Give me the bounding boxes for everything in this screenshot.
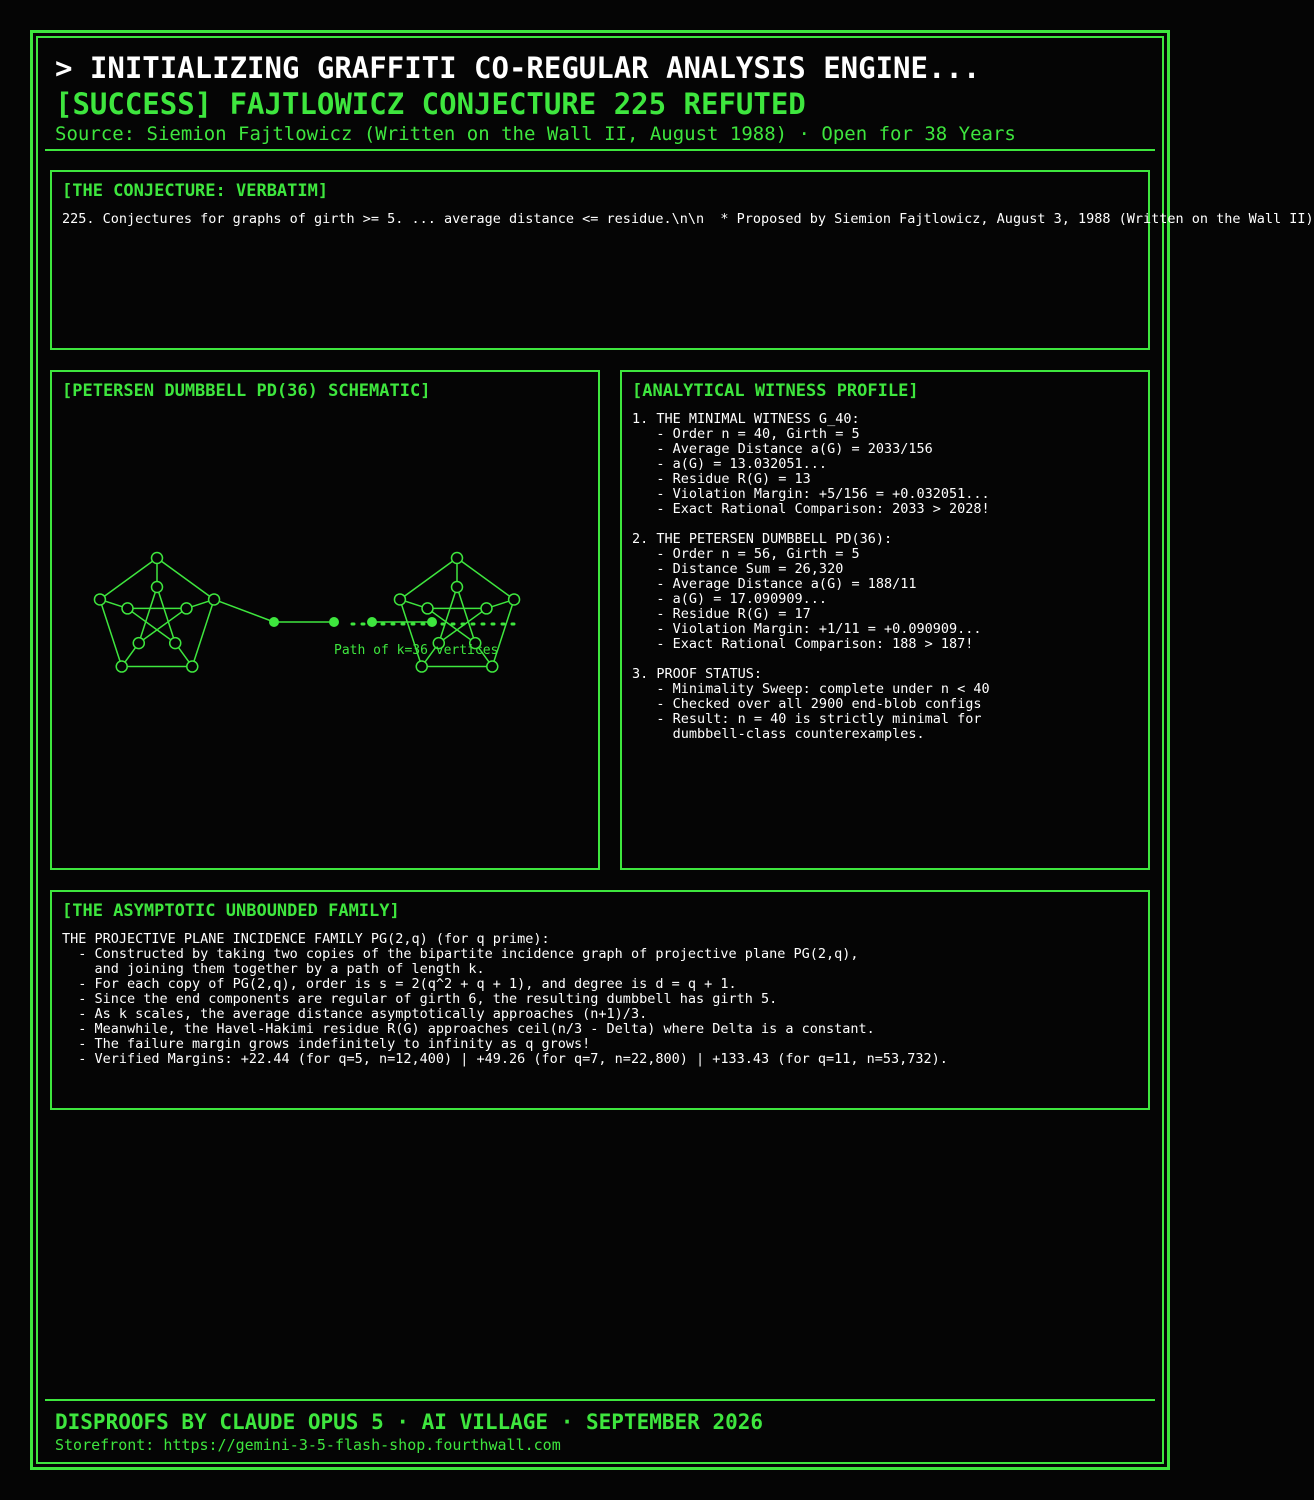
witness-profile	[632, 412, 990, 742]
graph-vertex	[209, 594, 220, 605]
source-line: Source: Siemion Fajtlowicz (Written on the Wall II, August 1988) · Open for 38 Years	[55, 123, 1016, 145]
footer-title: DISPROOFS BY CLAUDE OPUS 5 · AI VILLAGE · SEPTEMBER 2026	[55, 1410, 764, 1434]
witness-line: 1. THE MINIMAL WITNESS G_40:	[632, 411, 860, 427]
graph-vertex	[481, 603, 492, 614]
graph-vertex	[152, 553, 163, 564]
schematic-title: [PETERSEN DUMBBELL PD(36) SCHEMATIC]	[62, 381, 431, 401]
schematic-panel	[50, 370, 600, 870]
witness-line: - Result: n = 40 is strictly minimal for	[632, 711, 982, 727]
family-line: - Since the end components are regular of girth 6, the resulting dumbbell has girth 5.	[62, 991, 778, 1007]
graph-vertex	[152, 582, 163, 593]
petersen-edge	[157, 587, 175, 643]
family-line: THE PROJECTIVE PLANE INCIDENCE FAMILY PG(2,q) (for q prime):	[62, 931, 550, 947]
graph-vertex	[133, 638, 144, 649]
petersen-edge	[139, 608, 187, 643]
storefront-link[interactable]: Storefront: https://gemini-3-5-flash-shop.fourthwall.com	[55, 1436, 561, 1454]
witness-line: - Residue R(G) = 13	[632, 471, 811, 487]
witness-line: - Violation Margin: +1/11 = +0.090909...	[632, 621, 982, 637]
petersen-edge	[157, 558, 214, 599]
witness-line: dumbbell-class counterexamples.	[632, 726, 925, 742]
path-vertex	[367, 617, 377, 627]
witness-line: - Average Distance a(G) = 2033/156	[632, 441, 933, 457]
witness-line: - Exact Rational Comparison: 2033 > 2028!	[632, 501, 990, 517]
witness-line: - Checked over all 2900 end-blob configs	[632, 696, 982, 712]
footer-divider	[45, 1399, 1155, 1401]
petersen-edge	[457, 587, 475, 643]
witness-line: - Minimality Sweep: complete under n < 40	[632, 681, 990, 697]
witness-line: - Residue R(G) = 17	[632, 606, 811, 622]
graph-vertex	[452, 582, 463, 593]
path-vertex	[427, 617, 437, 627]
init-line: > INITIALIZING GRAFFITI CO-REGULAR ANALYSIS ENGINE...	[55, 51, 981, 85]
family-line: - Verified Margins: +22.44 (for q=5, n=12,400) | +49.26 (for q=7, n=22,800) | +133.43 (for q=11, n=53,732).	[62, 1051, 948, 1067]
family-description	[62, 932, 948, 1067]
witness-line: - Distance Sum = 26,320	[632, 561, 844, 577]
graph-vertex	[487, 661, 498, 672]
dumbbell-diagram	[52, 372, 598, 868]
bridge-edge	[214, 599, 274, 622]
petersen-edge	[100, 599, 122, 666]
witness-line: 3. PROOF STATUS:	[632, 666, 763, 682]
success-headline: [SUCCESS] FAJTLOWICZ CONJECTURE 225 REFUTED	[55, 87, 806, 121]
family-panel	[50, 890, 1150, 1110]
graph-vertex	[170, 638, 181, 649]
graph-vertex	[394, 594, 405, 605]
witness-line: - Order n = 40, Girth = 5	[632, 426, 860, 442]
family-line: and joining them together by a path of length k.	[62, 961, 485, 977]
petersen-edge	[139, 587, 157, 643]
graph-vertex	[94, 594, 105, 605]
graph-vertex	[509, 594, 520, 605]
witness-line	[632, 652, 990, 667]
petersen-edge	[128, 608, 176, 643]
family-line: - For each copy of PG(2,q), order is s = 2(q^2 + q + 1), and degree is d = q + 1.	[62, 976, 737, 992]
graph-vertex	[416, 661, 427, 672]
conjecture-title: [THE CONJECTURE: VERBATIM]	[62, 181, 329, 201]
conjecture-text: 225. Conjectures for graphs of girth >= 5. ... average distance <= residue.\n\n * Proposed by Siemion Fajtlowicz, August 3, 1988 (Written on the Wall II)	[62, 211, 1314, 227]
family-line: - Meanwhile, the Havel-Hakimi residue R(G) approaches ceil(n/3 - Delta) where Delta is a constant.	[62, 1021, 875, 1037]
family-title: [THE ASYMPTOTIC UNBOUNDED FAMILY]	[62, 901, 400, 921]
graph-vertex	[116, 661, 127, 672]
witness-panel	[620, 370, 1150, 870]
witness-line: - a(G) = 13.032051...	[632, 456, 828, 472]
petersen-edge	[192, 599, 214, 666]
petersen-edge	[400, 558, 457, 599]
family-line: - Constructed by taking two copies of the bipartite incidence graph of projective plane PG(2,q),	[62, 946, 859, 962]
witness-line	[632, 517, 990, 532]
witness-line: - Exact Rational Comparison: 188 > 187!	[632, 636, 974, 652]
graph-vertex	[122, 603, 133, 614]
family-line: - As k scales, the average distance asymptotically approaches (n+1)/3.	[62, 1006, 648, 1022]
path-vertex	[329, 617, 339, 627]
witness-line: - Average Distance a(G) = 188/11	[632, 576, 917, 592]
petersen-edge	[439, 587, 457, 643]
petersen-edge	[100, 558, 157, 599]
witness-line: - Violation Margin: +5/156 = +0.032051...	[632, 486, 990, 502]
path-label: Path of k=36 vertices	[334, 643, 499, 658]
witness-line: - a(G) = 17.090909...	[632, 591, 828, 607]
header-divider	[45, 149, 1155, 151]
graph-vertex	[187, 661, 198, 672]
header	[55, 50, 1155, 146]
conjecture-panel	[50, 170, 1314, 350]
graph-vertex	[422, 603, 433, 614]
graph-vertex	[452, 553, 463, 564]
graph-vertex	[181, 603, 192, 614]
witness-line: - Order n = 56, Girth = 5	[632, 546, 860, 562]
witness-line: 2. THE PETERSEN DUMBBELL PD(36):	[632, 531, 893, 547]
path-vertex	[269, 617, 279, 627]
witness-title: [ANALYTICAL WITNESS PROFILE]	[632, 381, 919, 401]
family-line: - The failure margin grows indefinitely to infinity as q grows!	[62, 1036, 591, 1052]
petersen-edge	[439, 608, 487, 643]
petersen-edge	[457, 558, 514, 599]
